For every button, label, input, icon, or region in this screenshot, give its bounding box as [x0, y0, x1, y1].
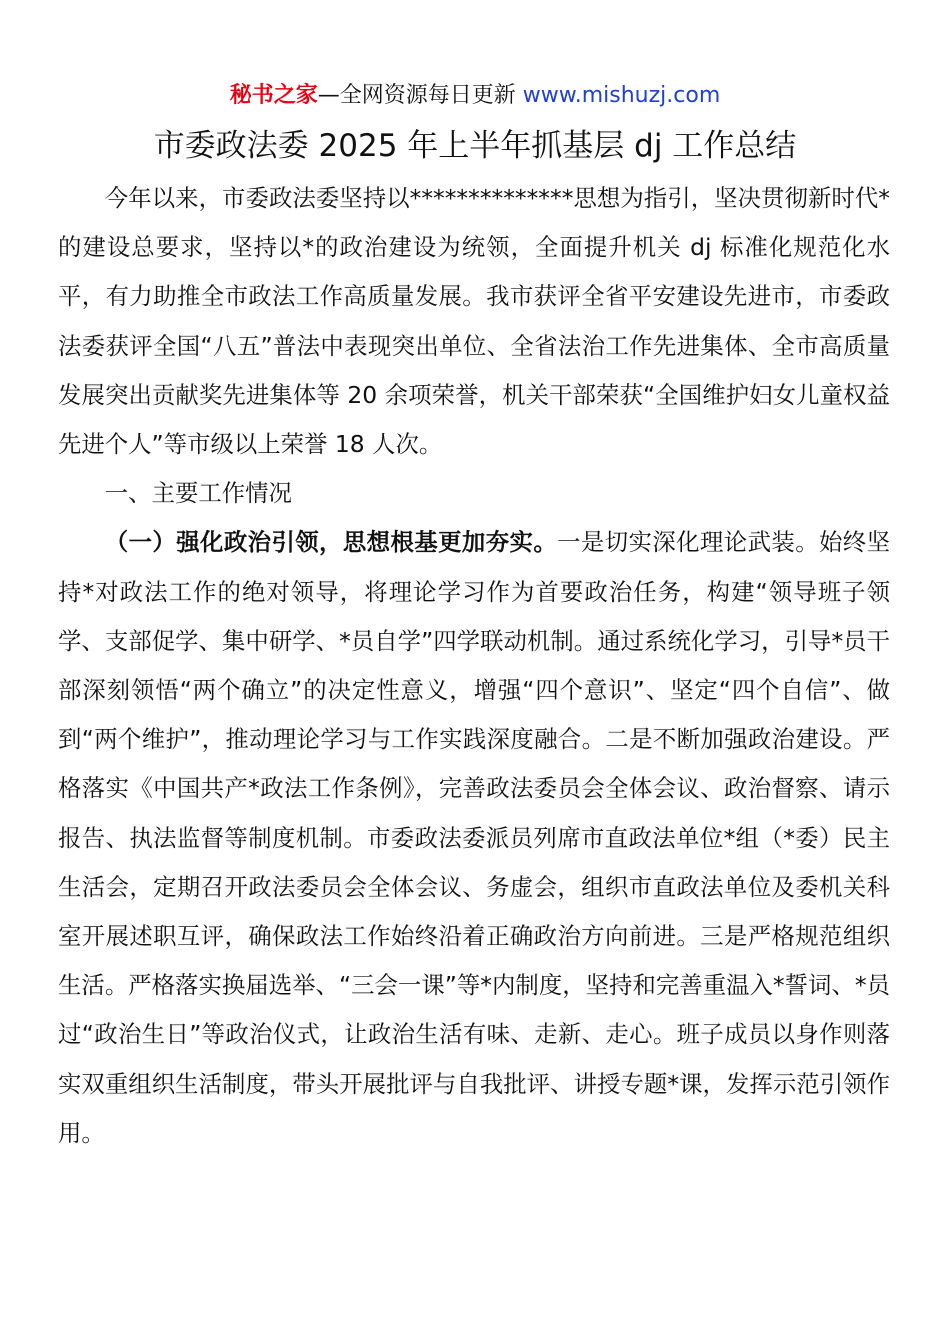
document-title: 市委政法委 2025 年上半年抓基层 dj 工作总结	[153, 128, 797, 164]
subsection-heading: （一）强化政治引领，思想根基更加夯实。	[104, 528, 558, 557]
section-paragraph-political-leadership	[58, 518, 890, 1158]
document-body	[58, 174, 890, 1158]
site-url-link[interactable]: www.mishuzj.com	[522, 83, 721, 108]
subsection-body: 一是切实深化理论武装。始终坚持*对政法工作的绝对领导，将理论学习作为首要政治任务，构建“领导班子领学、支部促学、集中研学、*员自学”四学联动机制。通过系统化学习，引导*员干部深刻领悟“两个确立”的决定性意义，增强“四个意识”、坚定“四个自信”、做到“两个维护”，推动理论学习与工作实践深度融合。二是不断加强政治建设。严格落实《中国共产*政法工作条例》，完善政法委员会全体会议、政治督察、请示报告、执法监督等制度机制。市委政法委派员列席市直政法单位*组（*委）民主生活会，定期召开政法委员会全体会议、务虚会，组织市直政法单位及委机关科室开展述职互评，确保政法工作始终沿着正确政治方向前进。三是严格规范组织生活。严格落实换届选举、“三会一课”等*内制度，坚持和完善重温入*誓词、*员过“政治生日”等政治仪式，让政治生活有味、走新、走心。班子成员以身作则落实双重组织生活制度，带头开展批评与自我批评、讲授专题*课，发挥示范引领作用。	[58, 528, 891, 1147]
site-brand: 秘书之家	[229, 83, 318, 108]
section-heading-main-work: 一、主要工作情况	[104, 479, 292, 508]
site-tagline: —全网资源每日更新	[317, 83, 523, 108]
site-header	[0, 80, 950, 112]
intro-paragraph: 今年以来，市委政法委坚持以**************思想为指引，坚决贯彻新时代*的建设总要求，坚持以*的政治建设为统领，全面提升机关 dj 标准化规范化水平，有力助推全市政法工作高质量发展。我市获评全省平安建设先进市，市委政法委获评全国“八五”普法中表现突出单位、全省法治工作先进集体、全市高质量发展突出贡献奖先进集体等 20 余项荣誉，机关干部荣获“全国维护妇女儿童权益先进个人”等市级以上荣誉 18 人次。	[58, 184, 890, 459]
